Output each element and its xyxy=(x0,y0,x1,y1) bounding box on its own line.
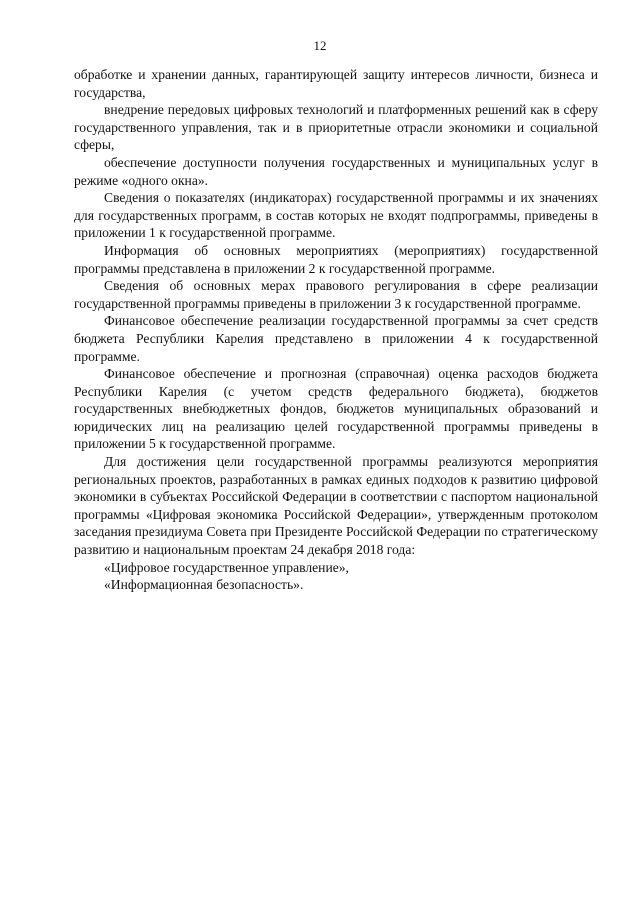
paragraph: обеспечение доступности получения государственных и муниципальных услуг в режиме «одного окна». xyxy=(74,154,598,188)
paragraph: Финансовое обеспечение и прогнозная (справочная) оценка расходов бюджета Республики Карелия (с учетом средств федерального бюджета), бюджетов государственных внебюджетных фондов, бюджетов муниципальных образований и юридических лиц на реализацию целей государственной программы приведены в приложении 5 к государственной программе. xyxy=(74,366,598,452)
paragraph: Сведения об основных мерах правового регулирования в сфере реализации государственной программы приведены в приложении 3 к государственной программе. xyxy=(74,278,598,311)
list-item: «Информационная безопасность». xyxy=(104,577,304,593)
paragraph: обработке и хранении данных, гарантирующей защиту интересов личности, бизнеса и государства, xyxy=(74,67,598,100)
page-number: 12 xyxy=(313,38,327,53)
document-body xyxy=(74,66,598,594)
list-item: «Цифровое государственное управление», xyxy=(104,559,349,575)
paragraph: Для достижения цели государственной программы реализуются мероприятия региональных проектов, разработанных в рамках единых подходов к развитию цифровой экономики в субъектах Российской Федерации в соответствии с паспортом национальной программы «Цифровая экономика Российской Федерации», утвержденным протоколом заседания президиума Совета при Президенте Российской Федерации по стратегическому развитию и национальным проектам 24 декабря 2018 года: xyxy=(74,454,598,558)
paragraph: внедрение передовых цифровых технологий и платформенных решений как в сферу государственного управления, так и в приоритетные отрасли экономики и социальной сферы, xyxy=(74,102,598,153)
paragraph: Сведения о показателях (индикаторах) государственной программы и их значениях для государственных программ, в состав которых не входят подпрограммы, приведены в приложении 1 к государственной программе. xyxy=(74,190,598,241)
paragraph: Информация об основных мероприятиях (мероприятиях) государственной программы представлена в приложении 2 к государственной программе. xyxy=(74,242,598,276)
paragraph: Финансовое обеспечение реализации государственной программы за счет средств бюджета Республики Карелия представлено в приложении 4 к государственной программе. xyxy=(74,313,598,364)
